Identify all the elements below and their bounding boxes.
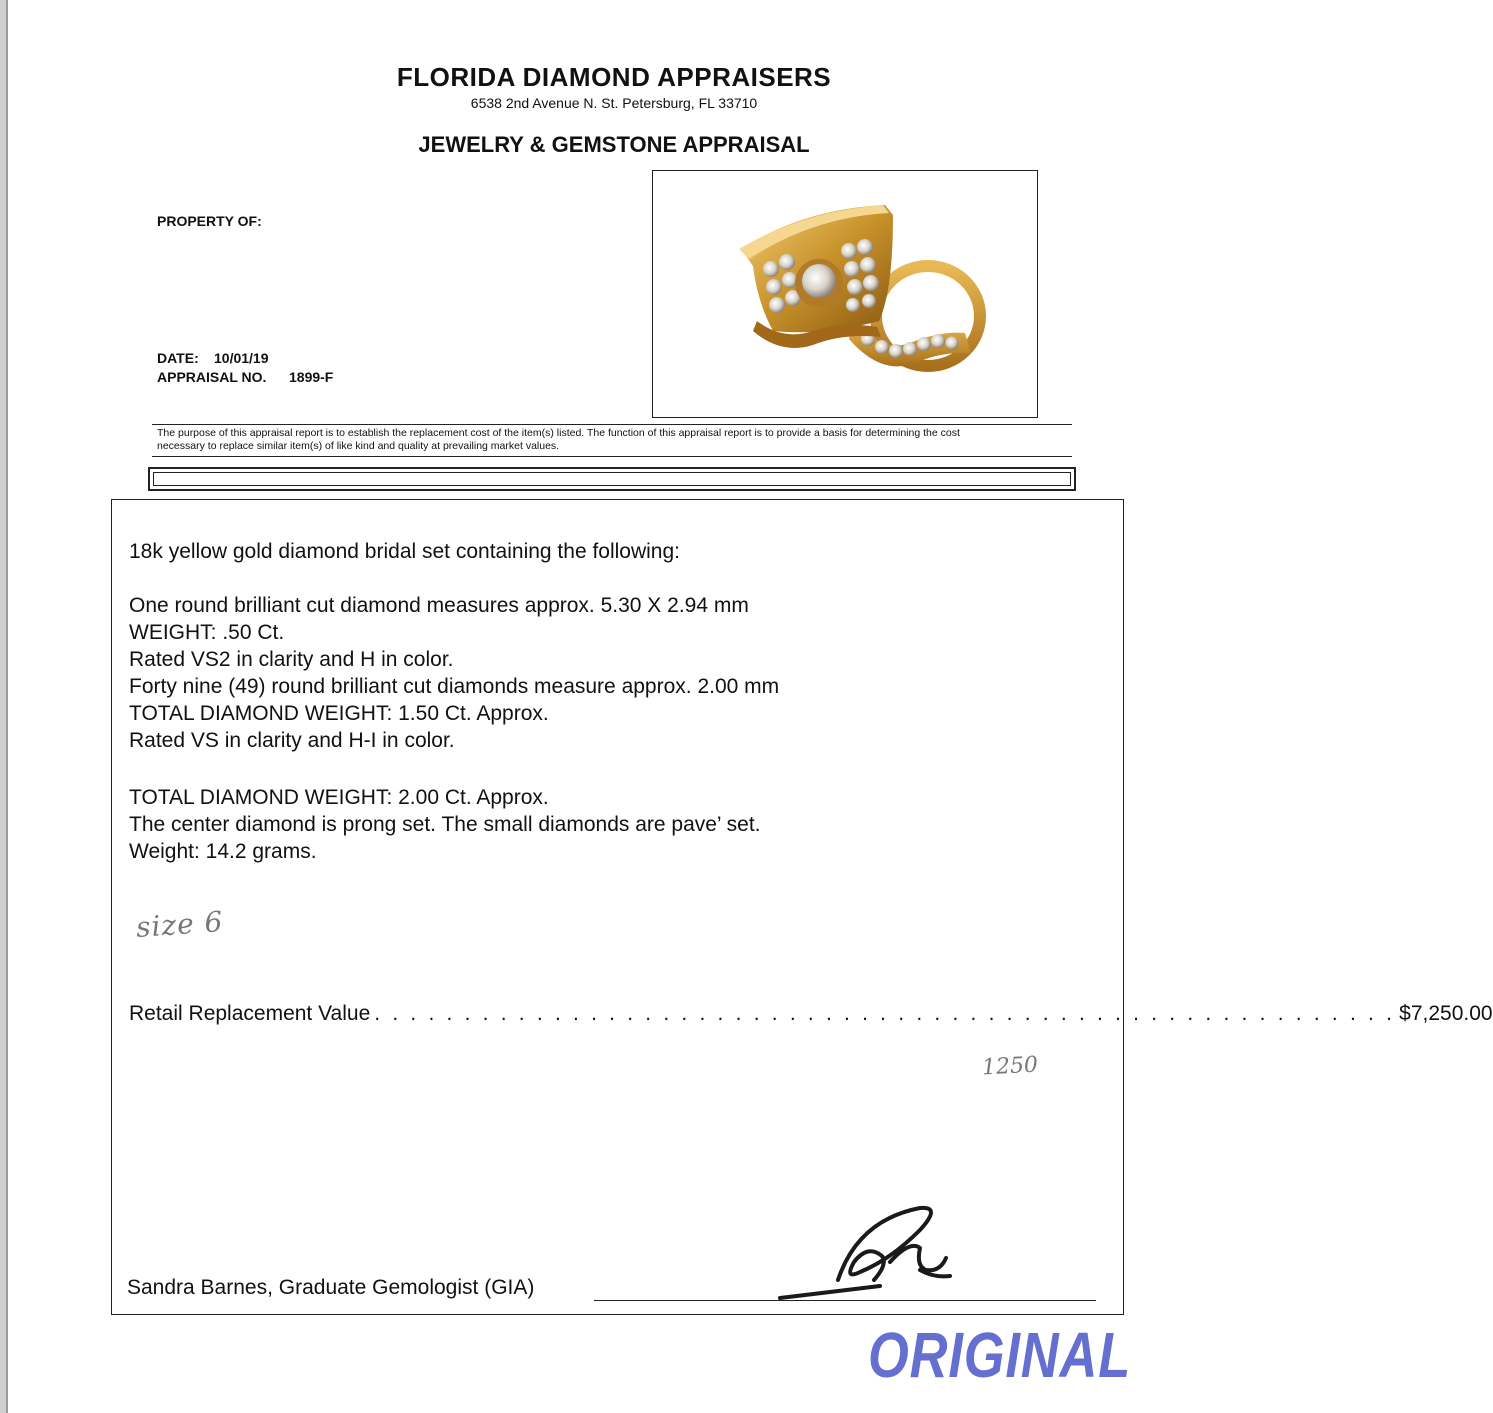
center-stone-line-3: Rated VS2 in clarity and H in color. xyxy=(129,648,454,671)
center-stone-line-4: Forty nine (49) round brilliant cut diamonds measure approx. 2.00 mm xyxy=(129,675,780,698)
document-title: JEWELRY & GEMSTONE APPRAISAL xyxy=(418,132,810,157)
purpose-line-2: necessary to replace similar item(s) of like kind and quality at prevailing market values. xyxy=(157,440,560,452)
appraisal-number-label: APPRAISAL NO. xyxy=(157,369,267,385)
purpose-line-1: The purpose of this appraisal report is to establish the replacement cost of the item(s) listed. The function of this appraisal report is to provide a basis for determining the cost xyxy=(157,427,960,439)
jewelry-photo-frame xyxy=(652,170,1038,418)
handwritten-number-note: 1250 xyxy=(981,1052,1039,1081)
center-stone-line-6: Rated VS in clarity and H-I in color. xyxy=(129,729,455,752)
bridal-set-photo xyxy=(653,171,1037,417)
item-intro: 18k yellow gold diamond bridal set containing the following: xyxy=(129,540,681,563)
date-value: 10/01/19 xyxy=(214,350,269,366)
handwritten-size-note: size 6 xyxy=(134,904,225,945)
handwritten-signature xyxy=(770,1200,970,1310)
section-divider-bar xyxy=(148,467,1076,491)
date-label: DATE: xyxy=(157,350,199,366)
center-stone-line-1: One round brilliant cut diamond measures approx. 5.30 X 2.94 mm xyxy=(129,594,749,617)
company-name: FLORIDA DIAMOND APPRAISERS xyxy=(396,62,832,92)
center-stone-line-2: WEIGHT: .50 Ct. xyxy=(129,621,285,644)
summary-line-1: TOTAL DIAMOND WEIGHT: 2.00 Ct. Approx. xyxy=(129,786,549,809)
summary-line-2: The center diamond is prong set. The small diamonds are pave’ set. xyxy=(129,813,761,836)
property-label: PROPERTY OF: xyxy=(157,213,262,229)
center-stone-line-5: TOTAL DIAMOND WEIGHT: 1.50 Ct. Approx. xyxy=(129,702,549,725)
appraisal-number-value: 1899-F xyxy=(289,369,334,385)
purpose-statement xyxy=(157,427,1077,453)
appraiser-name: Sandra Barnes, Graduate Gemologist (GIA) xyxy=(127,1276,535,1299)
purpose-bottom-rule xyxy=(152,456,1072,457)
purpose-top-rule xyxy=(152,424,1072,425)
retail-value-label: Retail Replacement Value xyxy=(129,1002,371,1025)
scan-edge-shadow xyxy=(6,0,8,1413)
summary-line-3: Weight: 14.2 grams. xyxy=(129,840,317,863)
company-address: 6538 2nd Avenue N. St. Petersburg, FL 33710 xyxy=(470,95,758,111)
retail-value-amount: $7,250.00 xyxy=(1399,1002,1493,1025)
original-stamp: ORIGINAL xyxy=(868,1319,1132,1391)
retail-value-row xyxy=(129,1002,1493,1026)
dot-leader: . . . . . . . . . . . . . . . . . . . . . . . . . . . . . . . . . . . . . . . . . . . . . . . . . . . . . . . . . xyxy=(374,1002,1396,1025)
